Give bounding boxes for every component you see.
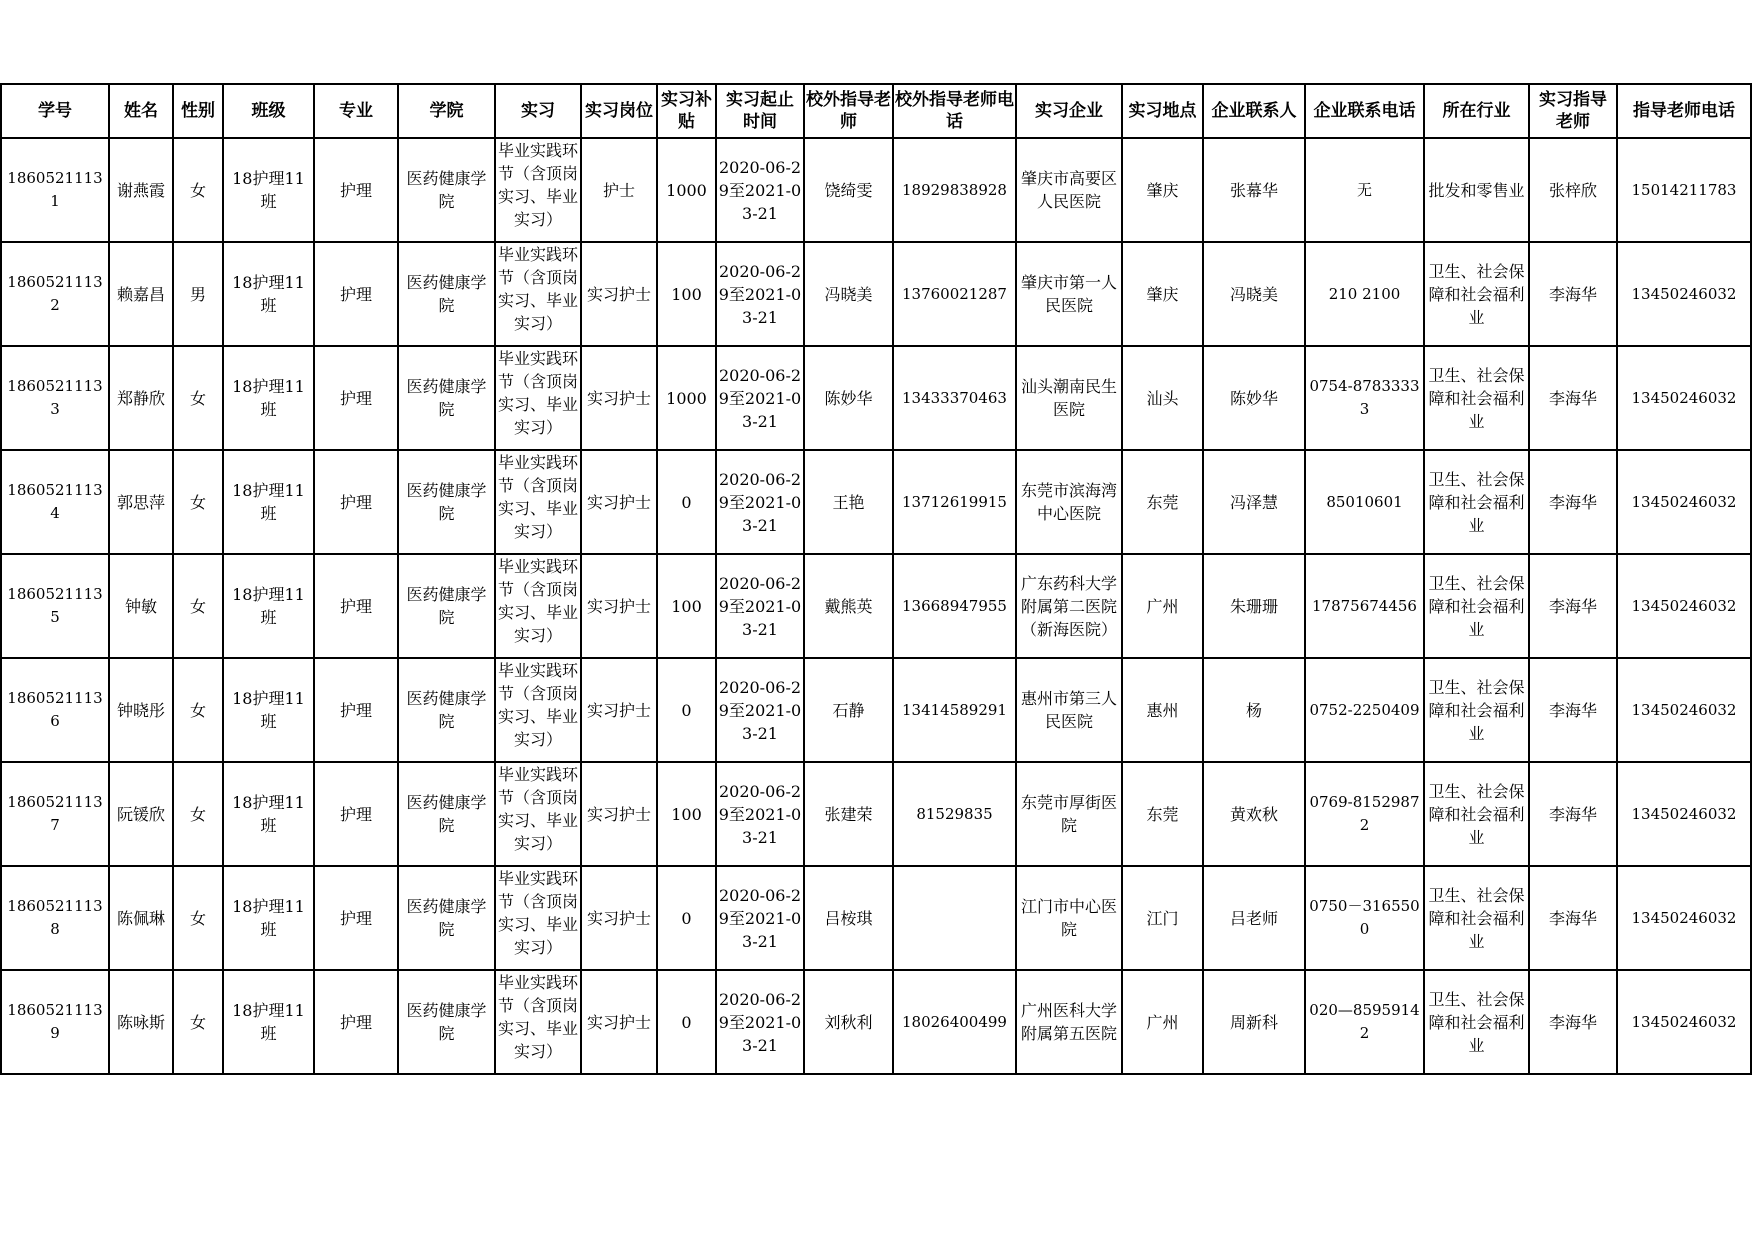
cell-name: 谢燕霞 <box>109 138 173 242</box>
cell-class: 18护理11班 <box>223 866 314 970</box>
cell-company-phone: 0750－3165500 <box>1305 866 1424 970</box>
cell-internship <box>495 554 581 658</box>
cell-internship-mentor: 张梓欣 <box>1529 138 1617 242</box>
cell-gender: 女 <box>173 762 223 866</box>
cell-period: 2020-06-29至2021-03-21 <box>716 866 804 970</box>
cell-allowance: 0 <box>657 658 716 762</box>
cell-company-contact: 黄欢秋 <box>1203 762 1305 866</box>
col-header-company-contact: 企业联系人 <box>1203 84 1305 138</box>
cell-company-phone: 17875674456 <box>1305 554 1424 658</box>
cell-allowance: 1000 <box>657 346 716 450</box>
cell-mentor-phone: 13450246032 <box>1617 970 1751 1074</box>
cell-student-id: 18605211138 <box>1 866 109 970</box>
cell-industry: 卫生、社会保障和社会福利业 <box>1424 970 1529 1074</box>
cell-industry: 批发和零售业 <box>1424 138 1529 242</box>
cell-class: 18护理11班 <box>223 554 314 658</box>
cell-gender: 女 <box>173 346 223 450</box>
cell-college: 医药健康学院 <box>398 866 495 970</box>
cell-internship-mentor: 李海华 <box>1529 346 1617 450</box>
cell-location: 江门 <box>1122 866 1203 970</box>
cell-gender: 女 <box>173 866 223 970</box>
cell-name: 郑静欣 <box>109 346 173 450</box>
cell-class: 18护理11班 <box>223 450 314 554</box>
cell-position: 实习护士 <box>581 762 657 866</box>
cell-position: 实习护士 <box>581 970 657 1074</box>
cell-internship-mentor: 李海华 <box>1529 554 1617 658</box>
internship-table <box>0 83 1752 1075</box>
cell-industry: 卫生、社会保障和社会福利业 <box>1424 346 1529 450</box>
col-header-gender: 性别 <box>173 84 223 138</box>
cell-student-id: 18605211135 <box>1 554 109 658</box>
cell-period: 2020-06-29至2021-03-21 <box>716 346 804 450</box>
cell-gender: 女 <box>173 658 223 762</box>
cell-company: 广东药科大学附属第二医院（新海医院） <box>1016 554 1122 658</box>
cell-location: 东莞 <box>1122 762 1203 866</box>
cell-major: 护理 <box>314 242 398 346</box>
cell-internship-text: 毕业实践环节（含顶岗实习、毕业实习） <box>497 245 578 333</box>
cell-internship-mentor: 李海华 <box>1529 450 1617 554</box>
cell-internship <box>495 346 581 450</box>
internship-sheet <box>0 83 1750 1075</box>
cell-industry: 卫生、社会保障和社会福利业 <box>1424 450 1529 554</box>
cell-company-phone: 无 <box>1305 138 1424 242</box>
header-row <box>1 84 1751 138</box>
cell-allowance: 100 <box>657 554 716 658</box>
table-row <box>1 138 1751 242</box>
cell-mentor-phone: 13450246032 <box>1617 866 1751 970</box>
cell-college: 医药健康学院 <box>398 138 495 242</box>
col-header-college: 学院 <box>398 84 495 138</box>
cell-gender: 女 <box>173 970 223 1074</box>
cell-name: 陈咏斯 <box>109 970 173 1074</box>
cell-period: 2020-06-29至2021-03-21 <box>716 554 804 658</box>
col-header-company-phone: 企业联系电话 <box>1305 84 1424 138</box>
cell-external-mentor: 刘秋利 <box>804 970 893 1074</box>
cell-college: 医药健康学院 <box>398 450 495 554</box>
cell-class: 18护理11班 <box>223 658 314 762</box>
col-header-major: 专业 <box>314 84 398 138</box>
cell-student-id: 18605211139 <box>1 970 109 1074</box>
col-header-student-id: 学号 <box>1 84 109 138</box>
cell-mentor-phone: 13450246032 <box>1617 554 1751 658</box>
cell-internship-mentor: 李海华 <box>1529 762 1617 866</box>
cell-company-contact: 陈妙华 <box>1203 346 1305 450</box>
cell-allowance: 100 <box>657 242 716 346</box>
cell-internship-text: 毕业实践环节（含顶岗实习、毕业实习） <box>497 661 578 749</box>
cell-external-mentor: 戴熊英 <box>804 554 893 658</box>
cell-name: 钟晓彤 <box>109 658 173 762</box>
cell-gender: 男 <box>173 242 223 346</box>
cell-allowance: 100 <box>657 762 716 866</box>
cell-company-contact: 冯泽慧 <box>1203 450 1305 554</box>
col-header-location: 实习地点 <box>1122 84 1203 138</box>
cell-period: 2020-06-29至2021-03-21 <box>716 970 804 1074</box>
cell-gender: 女 <box>173 554 223 658</box>
cell-internship-text: 毕业实践环节（含顶岗实习、毕业实习） <box>497 869 578 957</box>
cell-position: 实习护士 <box>581 346 657 450</box>
cell-class: 18护理11班 <box>223 242 314 346</box>
cell-position: 实习护士 <box>581 554 657 658</box>
cell-internship-mentor: 李海华 <box>1529 658 1617 762</box>
cell-company: 东莞市厚街医院 <box>1016 762 1122 866</box>
cell-company-phone: 0754-87833333 <box>1305 346 1424 450</box>
cell-external-mentor: 石静 <box>804 658 893 762</box>
cell-location: 广州 <box>1122 554 1203 658</box>
cell-class: 18护理11班 <box>223 138 314 242</box>
cell-major: 护理 <box>314 970 398 1074</box>
cell-location: 广州 <box>1122 970 1203 1074</box>
col-header-internship-mentor: 实习指导老师 <box>1529 84 1617 138</box>
cell-position: 护士 <box>581 138 657 242</box>
col-header-class: 班级 <box>223 84 314 138</box>
cell-external-mentor-phone: 13414589291 <box>893 658 1016 762</box>
cell-name: 钟敏 <box>109 554 173 658</box>
cell-class: 18护理11班 <box>223 970 314 1074</box>
cell-company: 东莞市滨海湾中心医院 <box>1016 450 1122 554</box>
cell-student-id: 18605211137 <box>1 762 109 866</box>
cell-external-mentor-phone: 13760021287 <box>893 242 1016 346</box>
cell-external-mentor-phone: 81529835 <box>893 762 1016 866</box>
cell-period: 2020-06-29至2021-03-21 <box>716 450 804 554</box>
table-row <box>1 658 1751 762</box>
cell-major: 护理 <box>314 866 398 970</box>
cell-company-phone: 0769-81529872 <box>1305 762 1424 866</box>
col-header-industry: 所在行业 <box>1424 84 1529 138</box>
cell-company: 肇庆市高要区人民医院 <box>1016 138 1122 242</box>
cell-location: 肇庆 <box>1122 242 1203 346</box>
cell-major: 护理 <box>314 346 398 450</box>
table-row <box>1 762 1751 866</box>
table-body <box>1 138 1751 1074</box>
cell-internship <box>495 866 581 970</box>
cell-company: 肇庆市第一人民医院 <box>1016 242 1122 346</box>
cell-name: 赖嘉昌 <box>109 242 173 346</box>
col-header-position: 实习岗位 <box>581 84 657 138</box>
cell-college: 医药健康学院 <box>398 762 495 866</box>
cell-internship-text: 毕业实践环节（含顶岗实习、毕业实习） <box>497 973 578 1061</box>
cell-name: 郭思萍 <box>109 450 173 554</box>
cell-mentor-phone: 13450246032 <box>1617 346 1751 450</box>
cell-class: 18护理11班 <box>223 346 314 450</box>
cell-company-phone: 0752-2250409 <box>1305 658 1424 762</box>
cell-major: 护理 <box>314 762 398 866</box>
cell-internship <box>495 970 581 1074</box>
cell-industry: 卫生、社会保障和社会福利业 <box>1424 866 1529 970</box>
cell-position: 实习护士 <box>581 242 657 346</box>
cell-class: 18护理11班 <box>223 762 314 866</box>
cell-period: 2020-06-29至2021-03-21 <box>716 138 804 242</box>
cell-location: 汕头 <box>1122 346 1203 450</box>
cell-college: 医药健康学院 <box>398 658 495 762</box>
cell-internship <box>495 242 581 346</box>
table-row <box>1 970 1751 1074</box>
cell-internship-text: 毕业实践环节（含顶岗实习、毕业实习） <box>497 557 578 645</box>
cell-company: 惠州市第三人民医院 <box>1016 658 1122 762</box>
cell-external-mentor: 冯晓美 <box>804 242 893 346</box>
cell-external-mentor-phone: 13433370463 <box>893 346 1016 450</box>
cell-period: 2020-06-29至2021-03-21 <box>716 658 804 762</box>
cell-internship-mentor: 李海华 <box>1529 866 1617 970</box>
cell-allowance: 1000 <box>657 138 716 242</box>
cell-industry: 卫生、社会保障和社会福利业 <box>1424 762 1529 866</box>
cell-external-mentor-phone: 13668947955 <box>893 554 1016 658</box>
cell-student-id: 18605211132 <box>1 242 109 346</box>
cell-company-contact: 朱珊珊 <box>1203 554 1305 658</box>
col-header-allowance: 实习补贴 <box>657 84 716 138</box>
cell-industry: 卫生、社会保障和社会福利业 <box>1424 242 1529 346</box>
cell-internship-mentor: 李海华 <box>1529 970 1617 1074</box>
cell-position: 实习护士 <box>581 866 657 970</box>
cell-mentor-phone: 13450246032 <box>1617 762 1751 866</box>
cell-allowance: 0 <box>657 866 716 970</box>
cell-external-mentor: 王艳 <box>804 450 893 554</box>
cell-company-contact: 张幕华 <box>1203 138 1305 242</box>
table-row <box>1 346 1751 450</box>
cell-internship-text: 毕业实践环节（含顶岗实习、毕业实习） <box>497 765 578 853</box>
cell-internship-mentor: 李海华 <box>1529 242 1617 346</box>
cell-student-id: 18605211134 <box>1 450 109 554</box>
cell-external-mentor-phone: 18026400499 <box>893 970 1016 1074</box>
cell-company: 江门市中心医院 <box>1016 866 1122 970</box>
cell-student-id: 18605211131 <box>1 138 109 242</box>
cell-major: 护理 <box>314 450 398 554</box>
table-row <box>1 866 1751 970</box>
cell-internship-text: 毕业实践环节（含顶岗实习、毕业实习） <box>497 453 578 541</box>
cell-external-mentor: 张建荣 <box>804 762 893 866</box>
cell-company: 汕头潮南民生医院 <box>1016 346 1122 450</box>
cell-company-contact: 杨 <box>1203 658 1305 762</box>
table-row <box>1 450 1751 554</box>
cell-company: 广州医科大学附属第五医院 <box>1016 970 1122 1074</box>
cell-internship <box>495 762 581 866</box>
cell-college: 医药健康学院 <box>398 970 495 1074</box>
cell-internship <box>495 450 581 554</box>
cell-company-contact: 吕老师 <box>1203 866 1305 970</box>
cell-internship-text: 毕业实践环节（含顶岗实习、毕业实习） <box>497 349 578 437</box>
cell-period: 2020-06-29至2021-03-21 <box>716 242 804 346</box>
cell-internship <box>495 658 581 762</box>
col-header-name: 姓名 <box>109 84 173 138</box>
cell-mentor-phone: 15014211783 <box>1617 138 1751 242</box>
col-header-external-mentor: 校外指导老师 <box>804 84 893 138</box>
cell-position: 实习护士 <box>581 450 657 554</box>
cell-external-mentor-phone: 18929838928 <box>893 138 1016 242</box>
cell-location: 惠州 <box>1122 658 1203 762</box>
cell-external-mentor: 吕桉琪 <box>804 866 893 970</box>
cell-allowance: 0 <box>657 450 716 554</box>
col-header-internship: 实习 <box>495 84 581 138</box>
cell-period: 2020-06-29至2021-03-21 <box>716 762 804 866</box>
col-header-mentor-phone: 指导老师电话 <box>1617 84 1751 138</box>
cell-allowance: 0 <box>657 970 716 1074</box>
cell-company-phone: 85010601 <box>1305 450 1424 554</box>
cell-student-id: 18605211136 <box>1 658 109 762</box>
table-row <box>1 554 1751 658</box>
cell-mentor-phone: 13450246032 <box>1617 450 1751 554</box>
cell-gender: 女 <box>173 450 223 554</box>
cell-industry: 卫生、社会保障和社会福利业 <box>1424 658 1529 762</box>
cell-company-phone: 020—85959142 <box>1305 970 1424 1074</box>
cell-company-contact: 周新科 <box>1203 970 1305 1074</box>
cell-industry: 卫生、社会保障和社会福利业 <box>1424 554 1529 658</box>
cell-college: 医药健康学院 <box>398 242 495 346</box>
col-header-external-mentor-phone: 校外指导老师电话 <box>893 84 1016 138</box>
col-header-company: 实习企业 <box>1016 84 1122 138</box>
cell-student-id: 18605211133 <box>1 346 109 450</box>
cell-college: 医药健康学院 <box>398 346 495 450</box>
cell-location: 肇庆 <box>1122 138 1203 242</box>
cell-major: 护理 <box>314 658 398 762</box>
cell-company-phone: 210 2100 <box>1305 242 1424 346</box>
cell-company-contact: 冯晓美 <box>1203 242 1305 346</box>
cell-name: 阮锾欣 <box>109 762 173 866</box>
cell-major: 护理 <box>314 554 398 658</box>
cell-internship <box>495 138 581 242</box>
cell-mentor-phone: 13450246032 <box>1617 658 1751 762</box>
cell-external-mentor-phone <box>893 866 1016 970</box>
cell-gender: 女 <box>173 138 223 242</box>
cell-external-mentor: 饶绮雯 <box>804 138 893 242</box>
cell-college: 医药健康学院 <box>398 554 495 658</box>
table-row <box>1 242 1751 346</box>
cell-location: 东莞 <box>1122 450 1203 554</box>
cell-external-mentor-phone: 13712619915 <box>893 450 1016 554</box>
cell-major: 护理 <box>314 138 398 242</box>
col-header-period: 实习起止时间 <box>716 84 804 138</box>
cell-external-mentor: 陈妙华 <box>804 346 893 450</box>
cell-position: 实习护士 <box>581 658 657 762</box>
cell-name: 陈佩琳 <box>109 866 173 970</box>
cell-internship-text: 毕业实践环节（含顶岗实习、毕业实习） <box>497 141 578 229</box>
cell-mentor-phone: 13450246032 <box>1617 242 1751 346</box>
